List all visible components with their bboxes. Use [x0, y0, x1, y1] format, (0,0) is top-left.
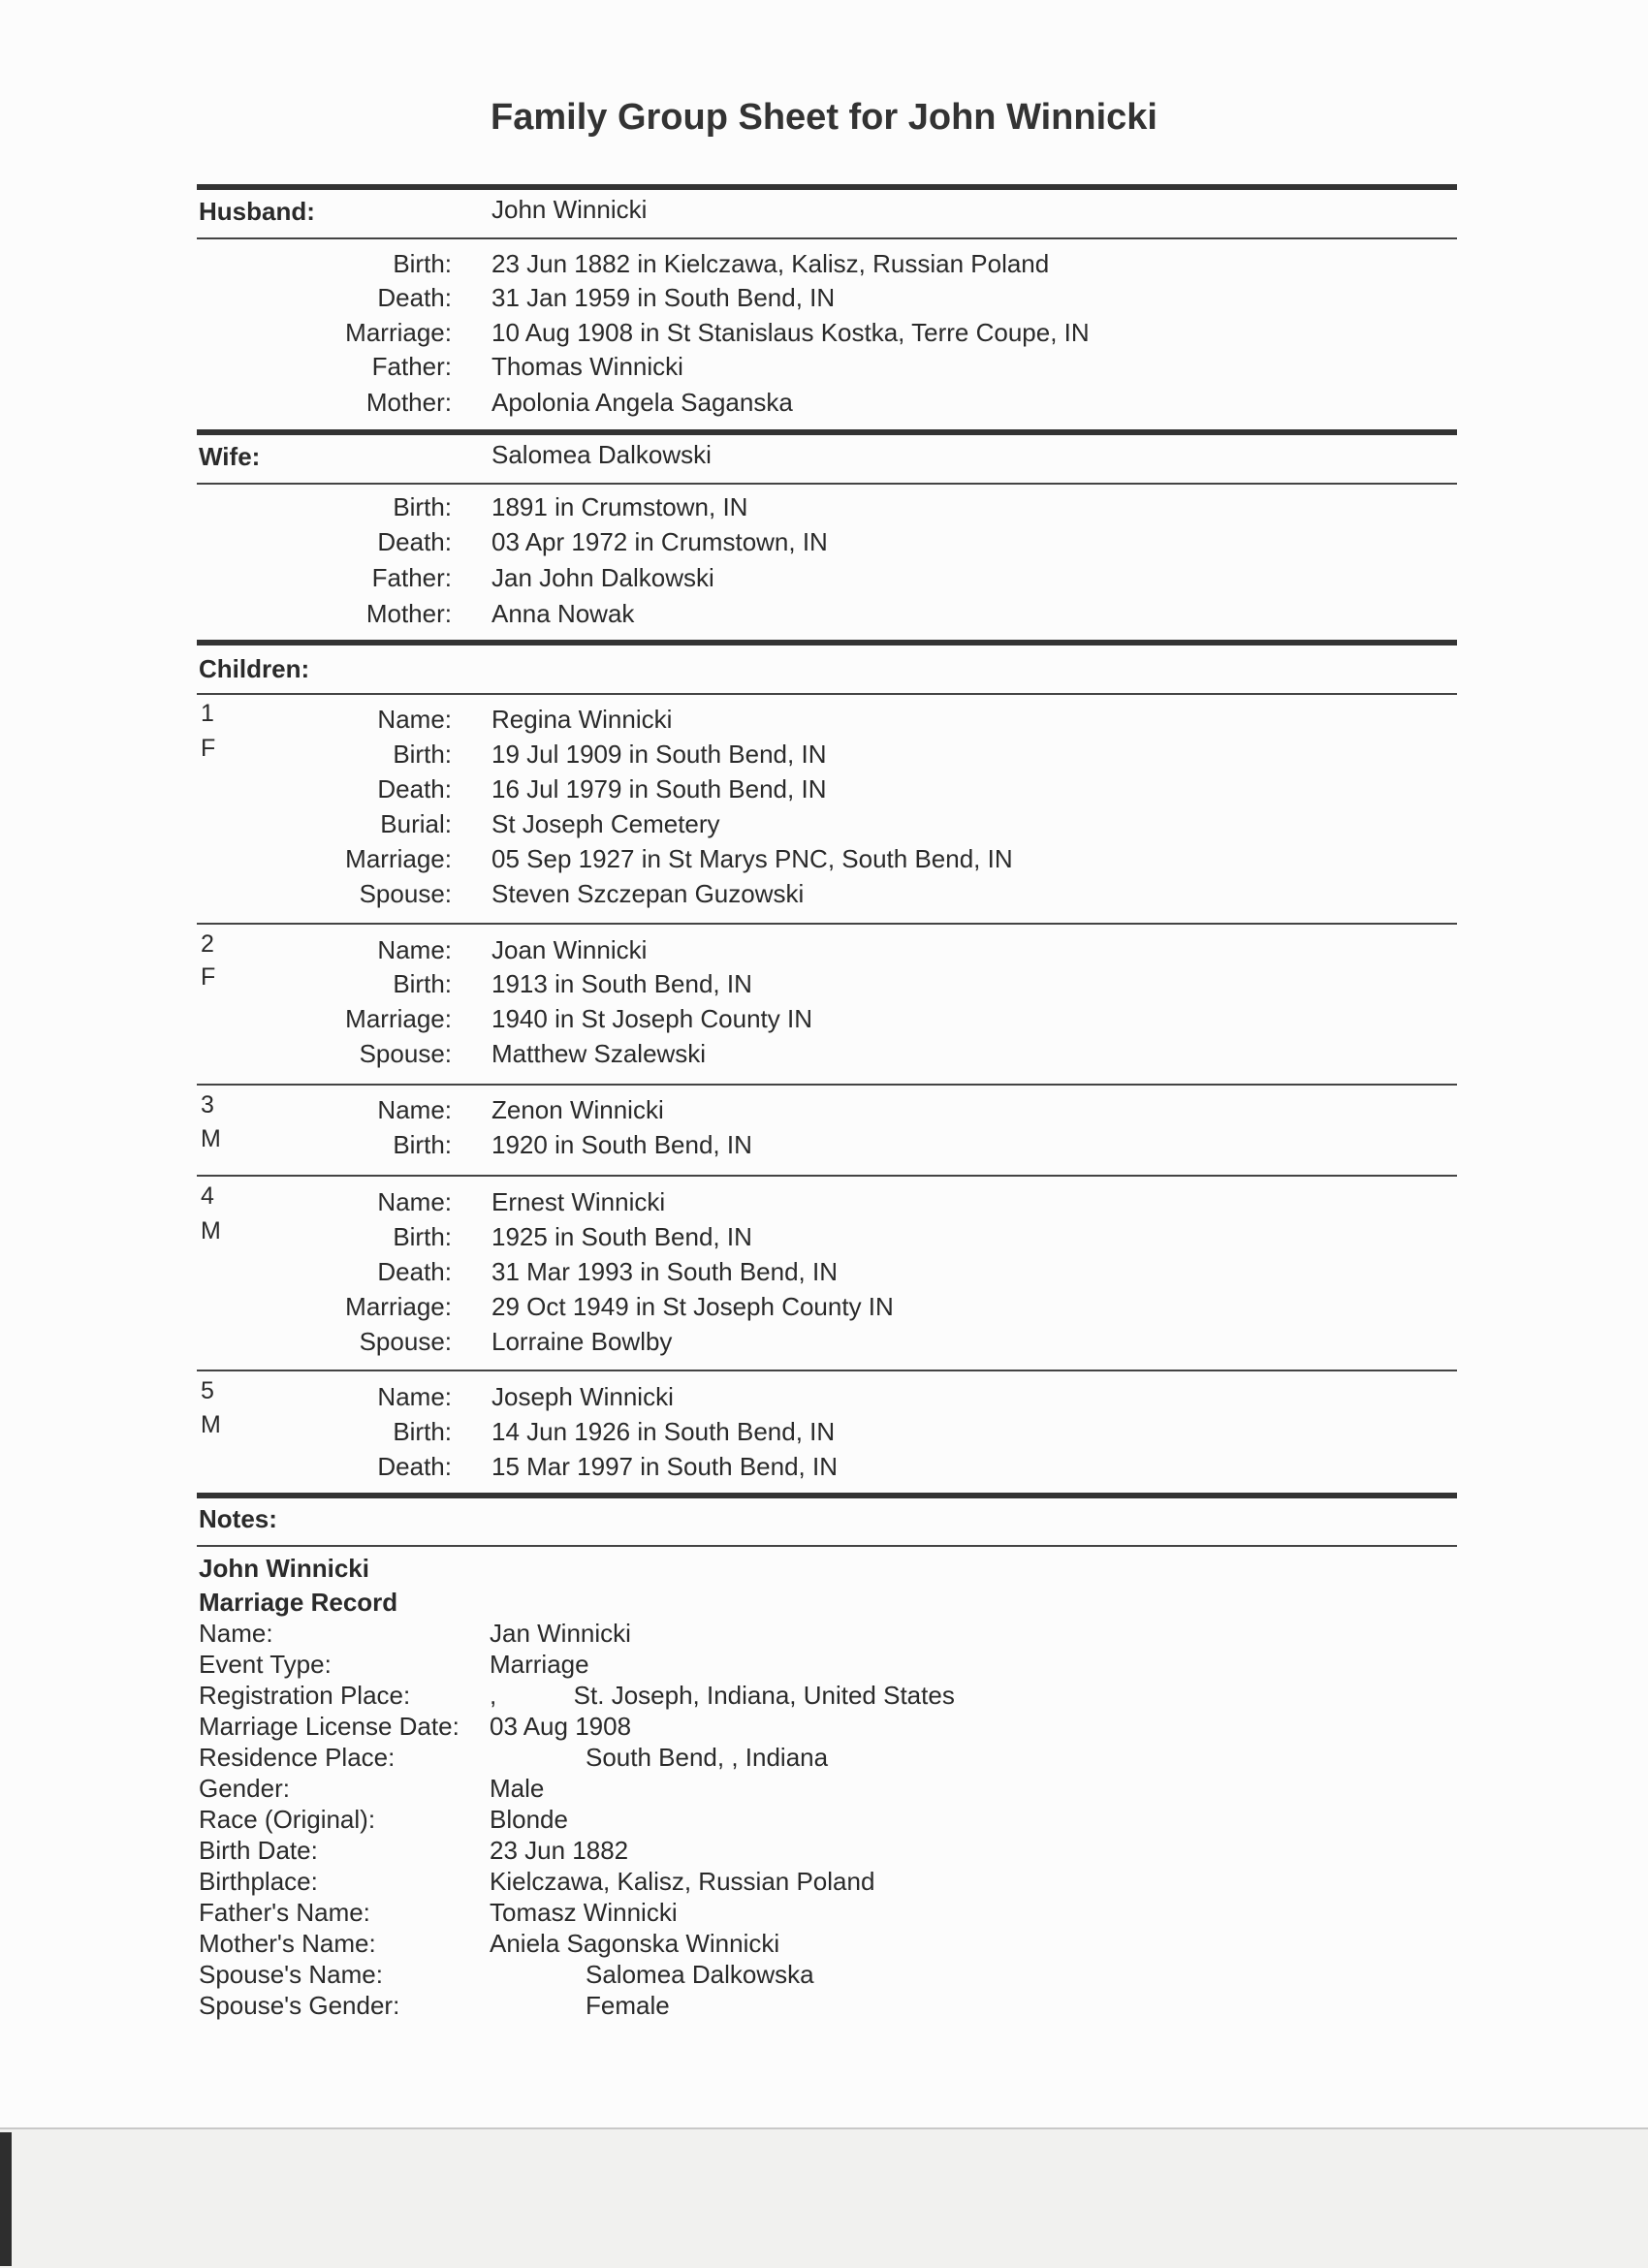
fact-value: 05 Sep 1927 in St Marys PNC, South Bend, IN: [491, 844, 1013, 873]
child-number: 3: [201, 1091, 214, 1118]
child-divider: [197, 923, 1457, 925]
fact-value: 03 Apr 1972 in Crumstown, IN: [491, 527, 828, 556]
note-value: Blonde: [490, 1805, 568, 1834]
wife-name: Salomea Dalkowski: [491, 440, 712, 469]
child-sex: F: [201, 963, 216, 991]
fact-value: St Joseph Cemetery: [491, 809, 720, 838]
fact-label: Death:: [377, 774, 452, 803]
fact-value: Joseph Winnicki: [491, 1382, 674, 1411]
fact-label: Marriage:: [345, 1292, 452, 1321]
child-number: 5: [201, 1377, 214, 1404]
section-divider: [197, 1545, 1457, 1547]
fact-label: Birth:: [393, 1222, 452, 1251]
section-divider: [197, 693, 1457, 695]
note-value: Aniela Sagonska Winnicki: [490, 1929, 780, 1958]
section-rule: [197, 640, 1457, 646]
husband-name: John Winnicki: [491, 195, 648, 224]
scan-edge-shadow: [0, 2132, 12, 2266]
child-sex: M: [201, 1217, 221, 1244]
fact-label: Birth:: [393, 969, 452, 998]
fact-value: 23 Jun 1882 in Kielczawa, Kalisz, Russian Poland: [491, 249, 1050, 278]
fact-label: Mother:: [365, 599, 452, 628]
fact-value: 31 Mar 1993 in South Bend, IN: [491, 1257, 839, 1286]
fact-label: Father:: [371, 352, 452, 381]
note-value: Kielczawa, Kalisz, Russian Poland: [490, 1867, 875, 1896]
fact-value: 1920 in South Bend, IN: [491, 1130, 752, 1159]
fact-label: Spouse:: [359, 1327, 452, 1356]
fact-label: Spouse:: [359, 1039, 452, 1068]
child-sex: M: [201, 1125, 221, 1152]
fact-label: Mother:: [365, 388, 452, 417]
fact-label: Marriage:: [345, 1004, 452, 1033]
notes-person: John Winnicki: [199, 1554, 369, 1583]
fact-value: 29 Oct 1949 in St Joseph County IN: [491, 1292, 894, 1321]
fact-value: Regina Winnicki: [491, 705, 673, 734]
note-value: South Bend, , Indiana: [586, 1743, 829, 1772]
fact-value: 16 Jul 1979 in South Bend, IN: [491, 774, 827, 803]
section-rule: [197, 1493, 1457, 1498]
fact-label: Name:: [377, 1095, 452, 1124]
note-value: 03 Aug 1908: [490, 1712, 632, 1741]
fact-label: Birth:: [393, 249, 452, 278]
fact-value: 1925 in South Bend, IN: [491, 1222, 752, 1251]
fact-value: Anna Nowak: [491, 599, 635, 628]
fact-value: Lorraine Bowlby: [491, 1327, 673, 1356]
fact-value: 1940 in St Joseph County IN: [491, 1004, 812, 1033]
note-value: Jan Winnicki: [490, 1619, 631, 1648]
note-label: Birth Date:: [199, 1836, 318, 1865]
fact-value: Steven Szczepan Guzowski: [491, 879, 805, 908]
note-label: Residence Place:: [199, 1743, 396, 1772]
fact-value: Zenon Winnicki: [491, 1095, 664, 1124]
child-number: 2: [201, 930, 214, 958]
note-label: Race (Original):: [199, 1805, 376, 1834]
note-label: Mother's Name:: [199, 1929, 376, 1958]
husband-label: Husband:: [199, 197, 315, 226]
fact-value: 14 Jun 1926 in South Bend, IN: [491, 1417, 836, 1446]
notes-label: Notes:: [199, 1504, 277, 1533]
children-label: Children:: [199, 654, 310, 683]
child-divider: [197, 1084, 1457, 1086]
fact-value: 15 Mar 1997 in South Bend, IN: [491, 1452, 839, 1481]
fact-label: Name:: [377, 705, 452, 734]
fact-value: 1913 in South Bend, IN: [491, 969, 752, 998]
note-label: Registration Place:: [199, 1681, 411, 1710]
note-label: Marriage License Date:: [199, 1712, 460, 1741]
page-title: Family Group Sheet for John Winnicki: [491, 97, 1157, 138]
fact-value: 10 Aug 1908 in St Stanislaus Kostka, Terre Coupe, IN: [491, 318, 1090, 347]
note-label: Birthplace:: [199, 1867, 318, 1896]
fact-label: Burial:: [380, 809, 452, 838]
note-label: Spouse's Name:: [199, 1960, 383, 1989]
child-divider: [197, 1175, 1457, 1177]
fact-label: Marriage:: [345, 318, 452, 347]
note-value: Male: [490, 1774, 545, 1803]
child-sex: F: [201, 735, 216, 762]
fact-label: Birth:: [393, 492, 452, 521]
note-value: Marriage: [490, 1650, 589, 1679]
fact-value: 19 Jul 1909 in South Bend, IN: [491, 740, 827, 769]
fact-label: Name:: [377, 935, 452, 964]
fact-value: Jan John Dalkowski: [491, 563, 714, 592]
note-label: Name:: [199, 1619, 273, 1648]
scan-bottom-strip: [0, 2127, 1648, 2268]
section-divider: [197, 237, 1457, 239]
fact-label: Death:: [377, 1452, 452, 1481]
fact-label: Birth:: [393, 1130, 452, 1159]
child-divider: [197, 1370, 1457, 1371]
note-value: Salomea Dalkowska: [586, 1960, 814, 1989]
fact-label: Death:: [377, 283, 452, 312]
fact-value: Apolonia Angela Saganska: [491, 388, 793, 417]
fact-label: Birth:: [393, 1417, 452, 1446]
section-rule: [197, 429, 1457, 435]
child-number: 4: [201, 1182, 214, 1210]
fact-label: Father:: [371, 563, 452, 592]
fact-value: Joan Winnicki: [491, 935, 648, 964]
fact-label: Death:: [377, 1257, 452, 1286]
fact-value: Ernest Winnicki: [491, 1187, 666, 1216]
note-label: Event Type:: [199, 1650, 332, 1679]
wife-label: Wife:: [199, 442, 261, 471]
child-number: 1: [201, 700, 214, 727]
fact-label: Death:: [377, 527, 452, 556]
fact-label: Name:: [377, 1187, 452, 1216]
fact-label: Marriage:: [345, 844, 452, 873]
section-rule: [197, 184, 1457, 190]
fact-label: Spouse:: [359, 879, 452, 908]
fact-value: Matthew Szalewski: [491, 1039, 707, 1068]
note-value: 23 Jun 1882: [490, 1836, 629, 1865]
note-label: Spouse's Gender:: [199, 1991, 400, 2020]
note-value: Female: [586, 1991, 670, 2020]
note-label: Gender:: [199, 1774, 290, 1803]
fact-value: Thomas Winnicki: [491, 352, 683, 381]
child-sex: M: [201, 1411, 221, 1438]
section-divider: [197, 483, 1457, 485]
fact-label: Name:: [377, 1382, 452, 1411]
fact-value: 1891 in Crumstown, IN: [491, 492, 748, 521]
note-label: Father's Name:: [199, 1898, 370, 1927]
fact-value: 31 Jan 1959 in South Bend, IN: [491, 283, 836, 312]
fact-label: Birth:: [393, 740, 452, 769]
note-value: , St. Joseph, Indiana, United States: [490, 1681, 955, 1710]
note-value: Tomasz Winnicki: [490, 1898, 678, 1927]
notes-record-title: Marriage Record: [199, 1588, 398, 1617]
